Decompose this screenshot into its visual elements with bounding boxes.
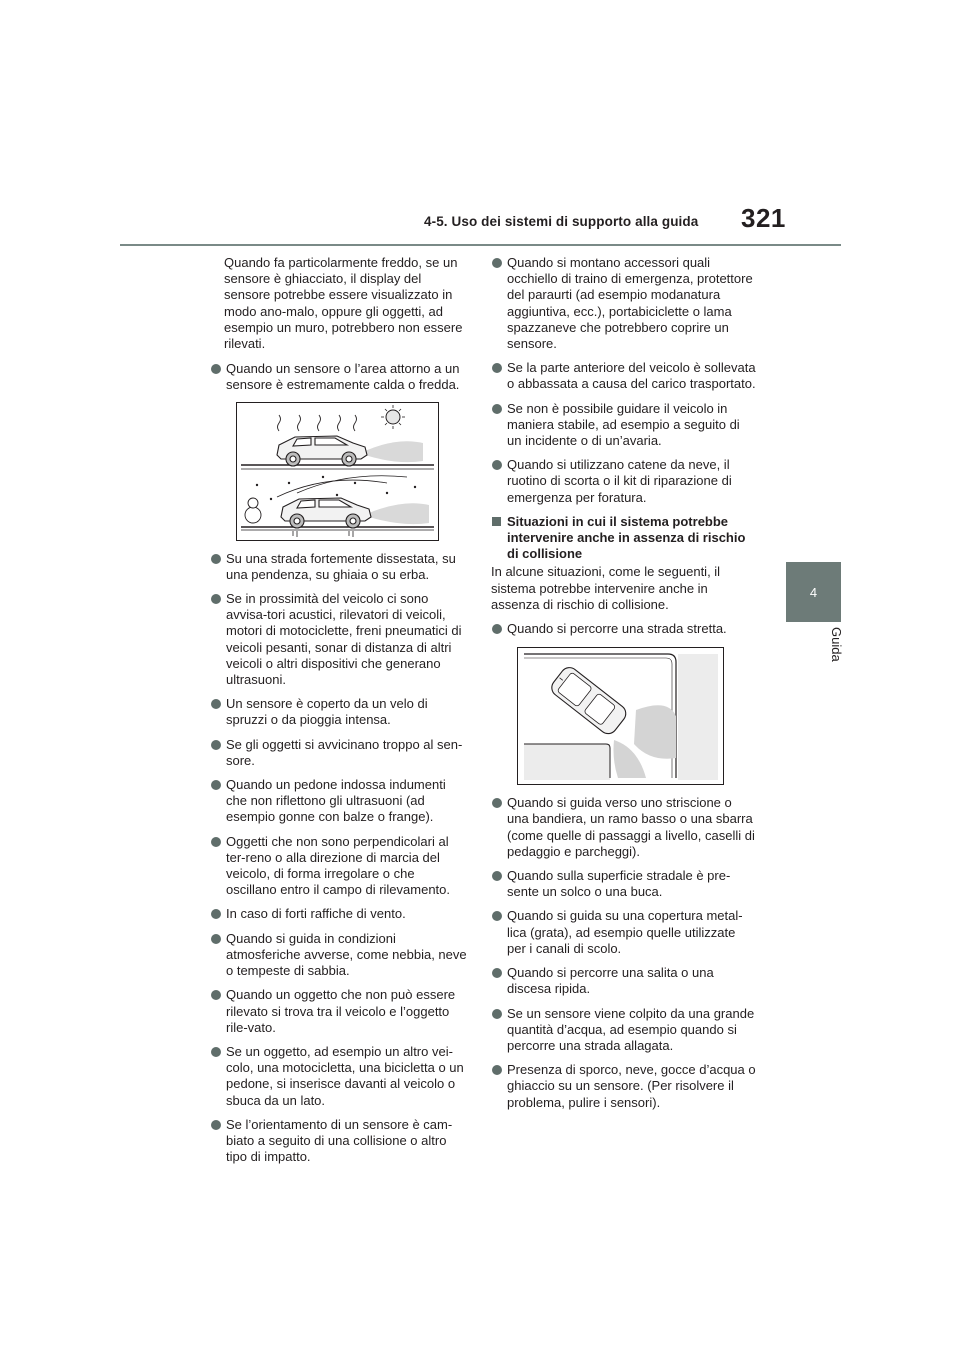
list-item-text: Quando si guida in condizioni atmosferiche avverse, come nebbia, neve o tempeste di sabbia. <box>226 930 467 979</box>
list-item <box>491 1062 756 1111</box>
bullet-icon <box>211 699 221 709</box>
header-rule <box>120 244 841 246</box>
list-item-text: Quando sulla superficie stradale è pre-sente un solco o una buca. <box>507 868 731 900</box>
list-item <box>491 795 756 860</box>
bullet-icon <box>492 798 502 808</box>
list-item-text: Quando un pedone indossa indumenti che non riflettono gli ultrasuoni (ad esempio gonne con balze o frange). <box>226 777 446 825</box>
list-item-text: Se un oggetto, ad esempio un altro vei-colo, una motocicletta, una bicicletta o un pedone, si inserisce davanti al veicolo o sbuca da un lato. <box>226 1043 464 1108</box>
list-item-text: Se gli oggetti si avvicinano troppo al sen-sore. <box>226 736 463 768</box>
list-item <box>491 868 756 900</box>
right-column <box>491 255 756 1119</box>
list-item-text: Se non è possibile guidare il veicolo in maniera stabile, ad esempio a seguito di un incidente o di un’avaria. <box>507 400 740 449</box>
bullet-icon <box>211 909 221 919</box>
bullet-icon <box>492 871 502 881</box>
list-item <box>491 401 756 450</box>
list-item <box>210 1117 468 1166</box>
list-item-text: Quando un sensore o l’area attorno a un sensore è estremamente calda o fredda. <box>226 361 460 393</box>
list-item-text: Un sensore è coperto da un velo di spruzzi o da pioggia intensa. <box>226 696 428 728</box>
section-subheading <box>491 514 756 563</box>
bullet-icon <box>211 1047 221 1057</box>
bullet-icon <box>211 554 221 564</box>
list-item <box>210 834 468 899</box>
car-heat-snow-figure <box>236 402 439 541</box>
bullet-icon <box>492 1065 502 1075</box>
page-number: 321 <box>741 203 786 233</box>
list-item-text: Quando si percorre una strada stretta. <box>507 621 727 637</box>
subheading-intro: In alcune situazioni, come le seguenti, il sistema potrebbe intervenire anche in assenza di rischio di collisione. <box>491 564 721 612</box>
bullet-icon <box>211 934 221 944</box>
square-bullet-icon <box>492 517 501 526</box>
list-item <box>491 360 756 392</box>
list-item <box>210 777 468 826</box>
page-header-title: 4-5. Uso dei sistemi di supporto alla guida <box>424 214 699 229</box>
left-column <box>210 255 468 1173</box>
bullet-icon <box>211 364 221 374</box>
list-item-text: Su una strada fortemente dissestata, su una pendenza, su ghiaia o su erba. <box>226 550 456 582</box>
list-item <box>210 906 468 922</box>
right-bullet-list-top <box>491 255 756 506</box>
bullet-icon <box>211 594 221 604</box>
left-bullet-list <box>210 551 468 1166</box>
list-item <box>491 457 756 506</box>
bullet-icon <box>492 624 502 634</box>
list-item-text: Quando un oggetto che non può essere rilevato si trova tra il veicolo e l’oggetto rile-vato. <box>226 987 456 1035</box>
list-item <box>210 551 468 583</box>
list-item-text: Presenza di sporco, neve, gocce d’acqua o ghiaccio su un sensore. (Per risolvere il problema, pulire i sensori). <box>507 1062 756 1110</box>
list-item-text: Quando si percorre una salita o una discesa ripida. <box>507 965 714 997</box>
bullet-icon <box>492 968 502 978</box>
subheading-text: Situazioni in cui il sistema potrebbe intervenire anche in assenza di rischio di collisione <box>507 513 746 562</box>
list-item <box>491 621 756 637</box>
narrow-road-figure <box>517 647 724 785</box>
cold-sensor-paragraph: Quando fa particolarmente freddo, se un sensore è ghiacciato, il display del sensore potrebbe essere visualizzato in modo ano-malo, oppure gli oggetti, ad esempio un muro, potrebbero non essere rilevati. <box>224 255 463 352</box>
bullet-icon <box>492 404 502 414</box>
chapter-tab: 4 <box>786 562 841 622</box>
list-item <box>210 696 468 728</box>
list-item-text: Quando si utilizzano catene da neve, il ruotino di scorta o il kit di riparazione di emergenza per foratura. <box>507 457 732 505</box>
list-item <box>210 361 468 393</box>
list-item <box>491 1006 756 1055</box>
bullet-icon <box>211 990 221 1000</box>
list-item-text: Quando si guida su una copertura metal-lica (grata), ad esempio quelle utilizzate per i canali di scolo. <box>507 908 743 956</box>
bullet-icon <box>211 780 221 790</box>
list-item <box>491 965 756 997</box>
bullet-icon <box>492 258 502 268</box>
list-item-text: Quando si montano accessori quali occhiello di traino di emergenza, protettore del paraurti (ad esempio modanatura aggiuntiva, ecc.), portabiciclette o lama spazzaneve che potrebbero coprire un sensore. <box>507 255 753 352</box>
bullet-icon <box>211 740 221 750</box>
list-item <box>210 591 468 688</box>
bullet-icon <box>492 363 502 373</box>
list-item-text: Quando si guida verso uno striscione o una bandiera, un ramo basso o una sbarra (come quelle di passaggi a livello, caselli di pedaggio e parcheggi). <box>507 795 755 859</box>
bullet-icon <box>211 837 221 847</box>
list-item <box>210 737 468 769</box>
list-item-text: Se in prossimità del veicolo ci sono avvisa-tori acustici, rilevatori di veicoli, motori di motociclette, freni pneumatici di veicoli pesanti, sonar di distanza di altri veicoli o altri dispositivi che generano ultrasuoni. <box>226 591 462 688</box>
list-item <box>491 908 756 957</box>
list-item-text: Se la parte anteriore del veicolo è sollevata o abbassata a causa del carico trasportato. <box>507 360 756 392</box>
list-item <box>491 255 756 352</box>
list-item-text: In caso di forti raffiche di vento. <box>226 906 406 922</box>
bullet-icon <box>211 1120 221 1130</box>
list-item-text: Se un sensore viene colpito da una grande quantità d’acqua, ad esempio quando si percorre una strada allagata. <box>507 1005 755 1053</box>
right-bullet-list-bottom <box>491 795 756 1110</box>
list-item <box>210 1044 468 1109</box>
bullet-icon <box>492 460 502 470</box>
bullet-icon <box>492 911 502 921</box>
list-item-text: Se l’orientamento di un sensore è cam-biato a seguito di una collisione o altro tipo di impatto. <box>226 1116 453 1165</box>
list-item <box>210 931 468 980</box>
bullet-icon <box>492 1009 502 1019</box>
chapter-label: Guida <box>829 627 844 662</box>
list-item <box>210 987 468 1036</box>
list-item-text: Oggetti che non sono perpendicolari al ter-reno o alla direzione di marcia del veicolo, di forma irregolare o che oscillano entro il campo di rilevamento. <box>226 833 450 898</box>
